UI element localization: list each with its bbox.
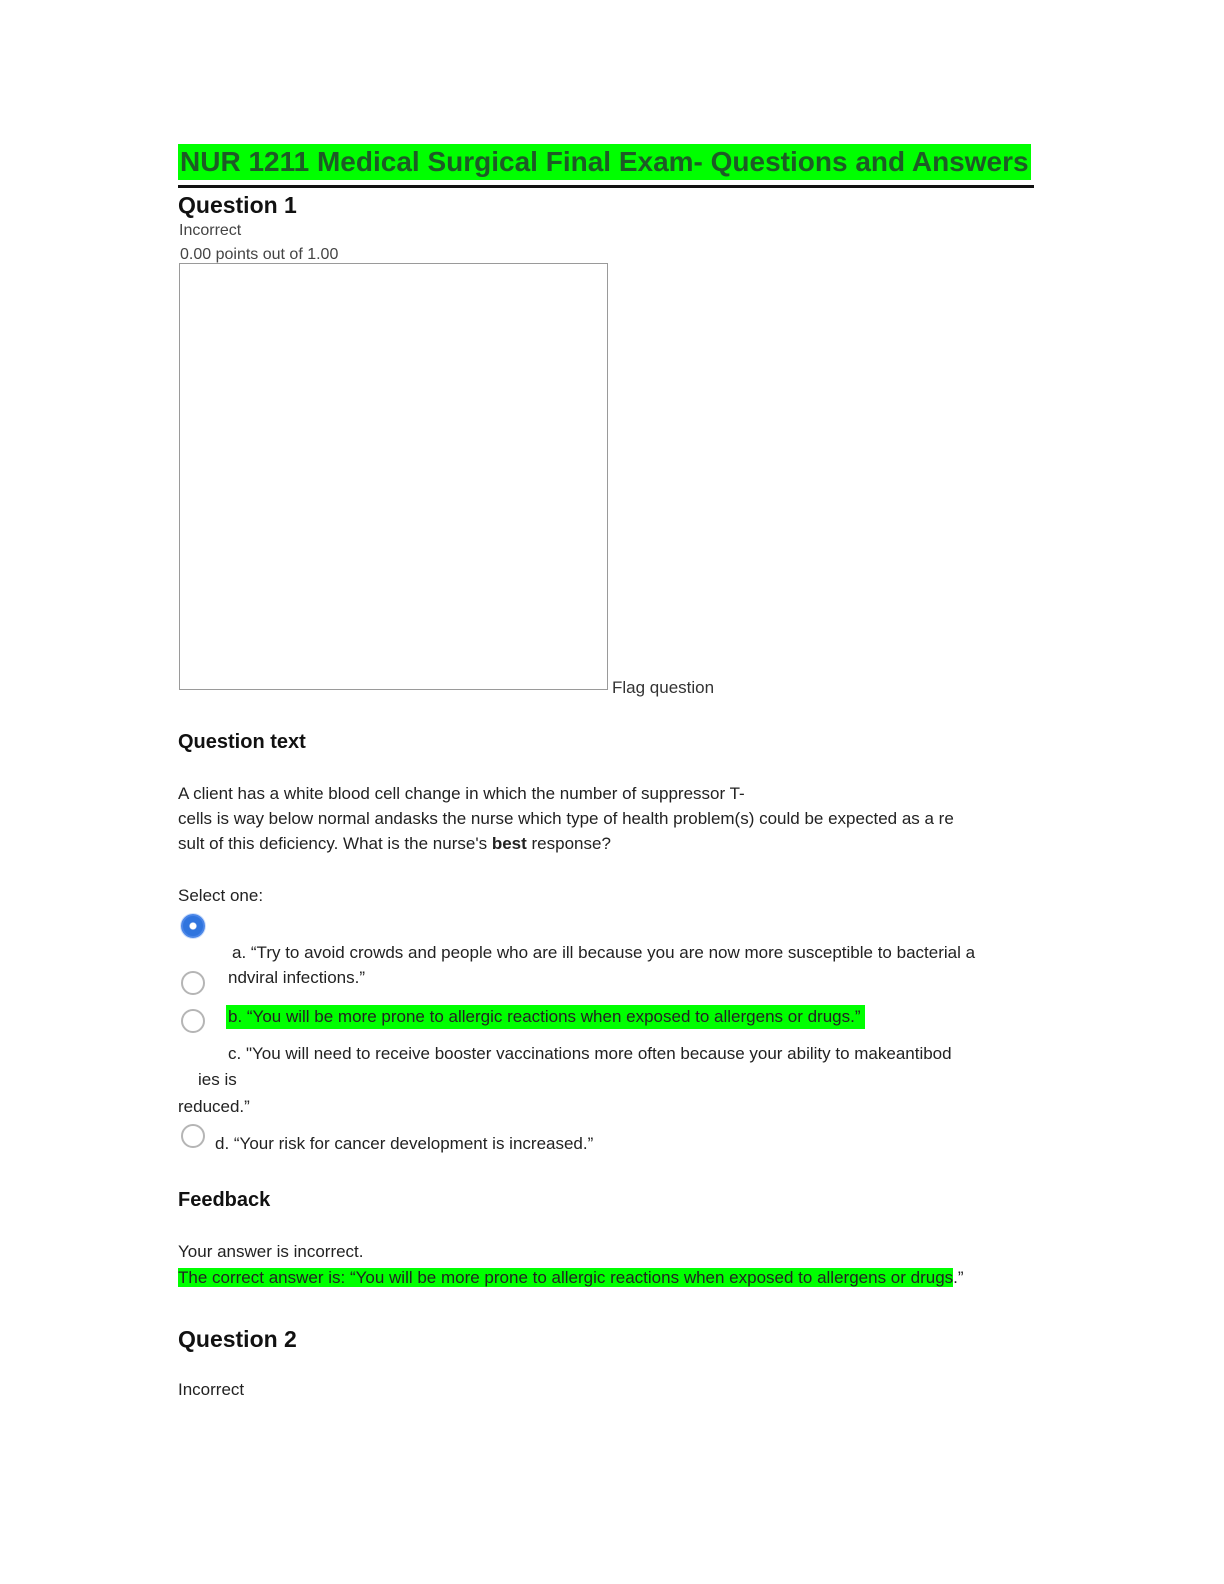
option-a-line-2: ndviral infections.” — [228, 968, 366, 987]
radio-option-selected[interactable] — [181, 914, 205, 938]
option-a-line-1: a. “Try to avoid crowds and people who are ill because you are now more susceptible to bacterial a — [232, 943, 976, 962]
question-1-heading: Question 1 — [178, 192, 297, 218]
correct-answer-line — [178, 1266, 964, 1290]
document-title: NUR 1211 Medical Surgical Final Exam- Questions and Answers — [178, 144, 1031, 180]
question-text-line-1: A client has a white blood cell change in which the number of suppressor T- — [178, 784, 745, 803]
question-text-bold-word: best — [491, 834, 527, 853]
question-text-heading: Question text — [178, 731, 306, 753]
title-underline — [178, 185, 1034, 188]
question-1-status: Incorrect — [179, 222, 242, 239]
select-one-label: Select one: — [178, 886, 264, 905]
option-c-line-2: ies is — [198, 1070, 237, 1089]
question-2-status: Incorrect — [178, 1380, 245, 1399]
question-text-line-3 — [178, 831, 611, 856]
option-d: d. “Your risk for cancer development is increased.” — [215, 1134, 594, 1153]
option-b-highlighted: b. “You will be more prone to allergic reactions when exposed to allergens or drugs.” — [226, 1005, 865, 1029]
option-c-line-1: c. "You will need to receive booster vaccinations more often because your ability to makeantibod — [228, 1044, 952, 1063]
feedback-heading: Feedback — [178, 1189, 271, 1211]
question-2-heading: Question 2 — [178, 1326, 297, 1352]
radio-option-b[interactable] — [181, 1009, 205, 1033]
correct-answer-highlighted: The correct answer is: “You will be more prone to allergic reactions when exposed to allergens or drugs — [178, 1268, 954, 1287]
question-1-points: 0.00 points out of 1.00 — [180, 246, 339, 263]
radio-option-d[interactable] — [181, 1124, 205, 1148]
question-text-line-3-start: sult of this deficiency. What is the nurse's — [178, 834, 488, 853]
feedback-result: Your answer is incorrect. — [178, 1242, 364, 1261]
option-c-line-3: reduced.” — [178, 1097, 250, 1116]
radio-option-a[interactable] — [181, 971, 205, 995]
question-text-line-2: cells is way below normal andasks the nurse which type of health problem(s) could be expected as a re — [178, 809, 954, 828]
flag-question-link[interactable]: Flag question — [612, 678, 715, 697]
question-text-end: response? — [526, 834, 611, 853]
correct-answer-end: .” — [953, 1268, 964, 1287]
question-image-placeholder — [179, 263, 608, 690]
